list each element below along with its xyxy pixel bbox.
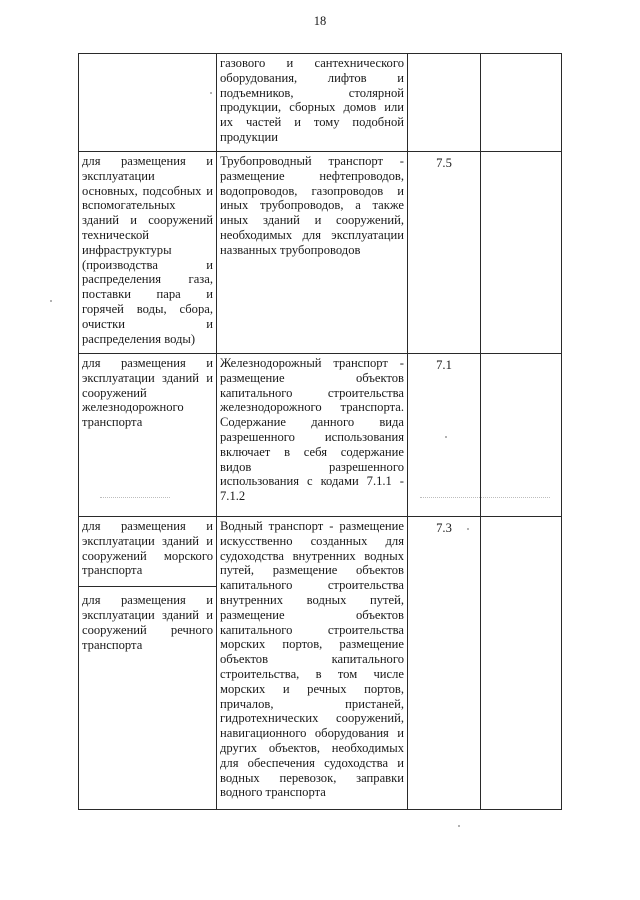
page-number: 18 — [313, 14, 327, 28]
table-cell-purpose — [79, 54, 217, 152]
purpose-subcell-river: для размещения и эксплуатации зданий и сооружений речного транспорта — [82, 593, 213, 652]
table-cell-purpose — [79, 517, 217, 810]
purpose-subcells — [79, 517, 216, 660]
table-cell-description: Трубопроводный транспорт - размещение нефтепроводов, водопроводов, газопроводов и иных трубопроводов, а также иных зданий и сооружений, необходимых для эксплуатации названных трубопроводов — [217, 152, 408, 354]
table-cell-purpose: для размещения и эксплуатации основных, подсобных и вспомогательных зданий и сооружений технической инфраструктуры (производства и распределения газа, поставки пара и горячей воды, сбора, очистки и распределения воды) — [79, 152, 217, 354]
scan-artifact — [100, 497, 170, 498]
table-row — [79, 354, 562, 517]
scan-artifact — [445, 436, 447, 438]
table-cell-code: 7.3 — [408, 517, 481, 810]
table-cell-code: 7.1 — [408, 354, 481, 517]
table-cell-description: Железнодорожный транспорт - размещение объектов капитального строительства железнодорожного транспорта. Содержание данного вида разрешенного использования включает в себя содержание видов разрешенного использования с кодами 7.1.1 - 7.1.2 — [217, 354, 408, 517]
table-cell-code: 7.5 — [408, 152, 481, 354]
table-cell-extra — [481, 54, 562, 152]
table-cell-extra — [481, 517, 562, 810]
table-row — [79, 517, 562, 810]
table-cell-description: газового и сантехнического оборудования, лифтов и подъемников, столярной продукции, сборных домов или их частей и тому подобной продукции — [217, 54, 408, 152]
purpose-subcell-sea: для размещения и эксплуатации зданий и сооружений морского транспорта — [79, 517, 216, 587]
table-cell-purpose: для размещения и эксплуатации зданий и сооружений железнодорожного транспорта — [79, 354, 217, 517]
scan-artifact — [458, 825, 460, 827]
table-cell-description: Водный транспорт - размещение искусственно созданных для судоходства внутренних водных путей, размещение объектов капитального строительства внутренних водных путей, размещение объектов капитального строительства морских портов, размещение объектов капитального строительства, в том числе морских и речных портов, причалов, пристаней, гидротехнических сооружений, навигационного оборудования и других объектов, необходимых для обеспечения судоходства и водных перевозок, заправки водного транспорта — [217, 517, 408, 810]
scan-artifact — [420, 497, 550, 498]
land-use-table — [78, 53, 562, 810]
table-row — [79, 54, 562, 152]
scan-artifact — [210, 92, 212, 94]
table-cell-code — [408, 54, 481, 152]
table-row — [79, 152, 562, 354]
table-cell-extra — [481, 354, 562, 517]
table-cell-extra — [481, 152, 562, 354]
scan-artifact — [50, 300, 52, 302]
scan-artifact — [467, 528, 469, 530]
